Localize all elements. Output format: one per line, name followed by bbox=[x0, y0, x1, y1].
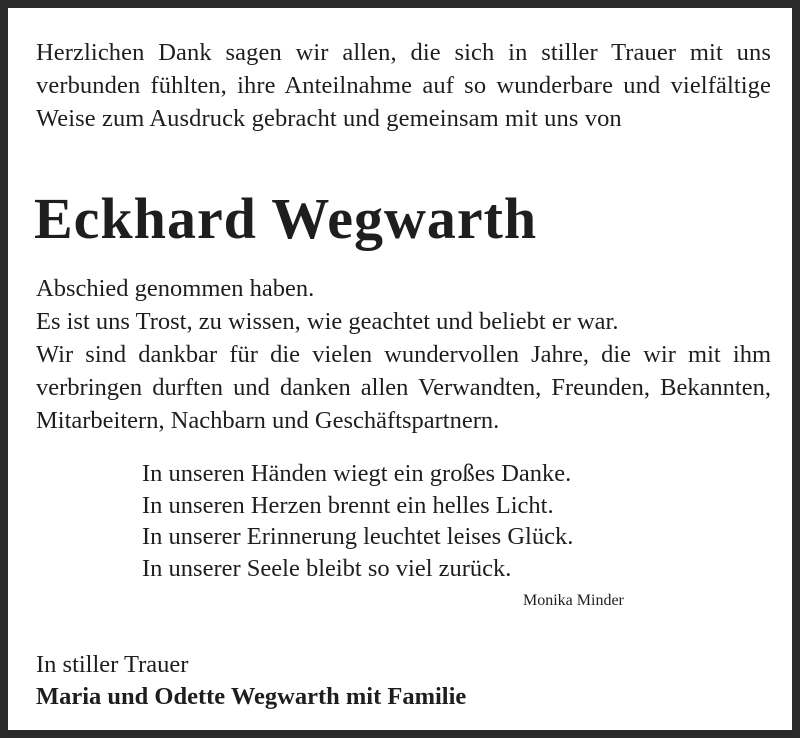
deceased-name: Eckhard Wegwarth bbox=[34, 186, 538, 251]
poem-author: Monika Minder bbox=[523, 592, 624, 609]
comfort-line: Es ist uns Trost, zu wissen, wie geachtet und beliebt er war. bbox=[36, 308, 619, 335]
poem-line: In unserer Erinnerung leuchtet leises Glück. bbox=[142, 523, 574, 550]
poem-line: In unseren Händen wiegt ein großes Danke. bbox=[142, 460, 572, 487]
family-signature: Maria und Odette Wegwarth mit Familie bbox=[36, 683, 467, 710]
closing-line: In stiller Trauer bbox=[36, 651, 189, 678]
thanks-text bbox=[36, 272, 771, 437]
gratitude-paragraph: Wir sind dankbar für die vielen wundervollen Jahre, die wir mit ihm verbringen durften und danken allen Verwandten, Freunden, Bekannten, Mitarbeitern, Nachbarn und Geschäftspartnern. bbox=[36, 341, 771, 434]
intro-paragraph: Herzlichen Dank sagen wir allen, die sich in stiller Trauer mit uns verbunden fühlten, ihre Anteilnahme auf so wunderbare und vielfältige Weise zum Ausdruck gebracht und gemeinsam mit uns von bbox=[36, 39, 771, 132]
poem-line: In unserer Seele bleibt so viel zurück. bbox=[142, 554, 512, 582]
poem-line: In unseren Herzen brennt ein helles Licht. bbox=[142, 491, 554, 519]
poem bbox=[142, 458, 573, 584]
farewell-line: Abschied genommen haben. bbox=[36, 275, 315, 302]
